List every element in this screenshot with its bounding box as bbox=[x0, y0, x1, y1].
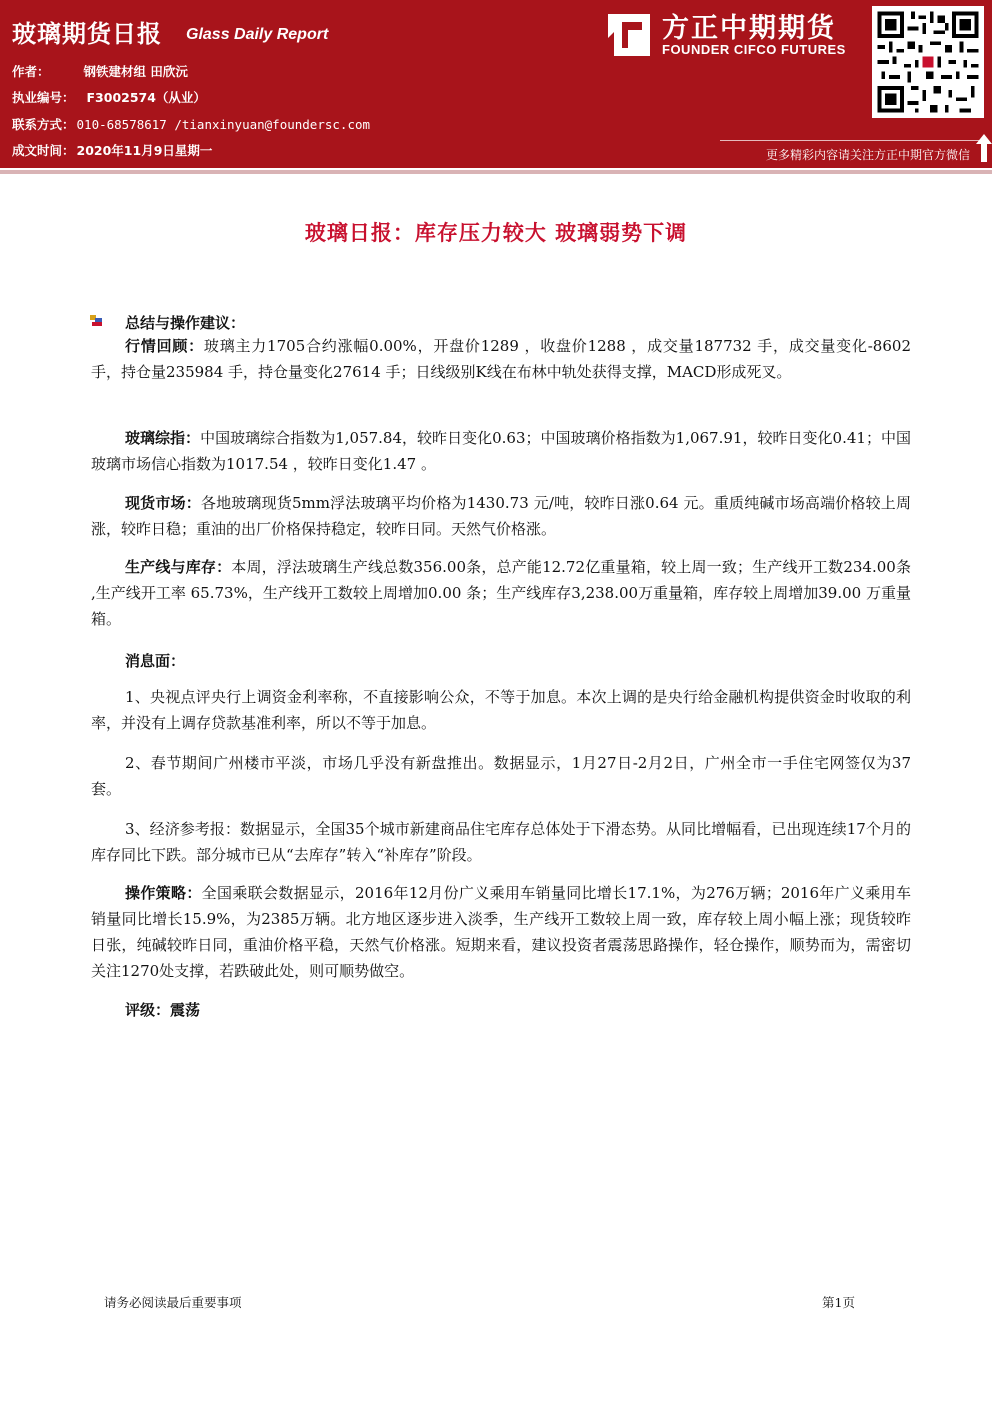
brand-name-en: FOUNDER CIFCO FUTURES bbox=[662, 42, 846, 57]
news-item-3: 3、经济参考报：数据显示，全国35个城市新建商品住宅库存总体处于下滑态势。从同比增幅看，已出现连续17个月的库存同比下跌。部分城市已从“去库存”转入“补库存”阶段。 bbox=[91, 820, 911, 864]
strategy-paragraph bbox=[91, 880, 911, 984]
contact-value[interactable]: 010-68578617 /tianxinyuan@foundersc.com bbox=[76, 117, 371, 132]
up-arrow-icon bbox=[976, 134, 992, 162]
spot-market-paragraph bbox=[91, 490, 911, 542]
report-title: 玻璃期货日报 bbox=[12, 20, 162, 48]
strategy-text: 全国乘联会数据显示，2016年12月份广义乘用车销量同比增长17.1%，为276万辆；2016年广义乘用车销量同比增长15.9%，为2385万辆。北方地区逐步进入淡季，生产线开工数较上周一致，库存较上周小幅上涨；现货较昨日张，纯碱较昨日同，重油价格平稳，天然气价格涨。短期来看，建议投资者震荡思路操作，轻仓操作，顺势而为，需密切关注1270处支撑，若跌破此处，则可顺势做空。 bbox=[91, 884, 911, 980]
rating-text: 评级：震荡 bbox=[125, 1001, 201, 1019]
license-value: F3002574（从业） bbox=[86, 90, 206, 105]
glass-index-paragraph bbox=[91, 425, 911, 477]
market-review-text: 玻璃主力1705合约涨幅0.00%，开盘价1289 ，收盘价1288 ，成交量187732 手，成交量变化-8602 手，持仓量235984 手，持仓量变化27614 手；日线级别K线在布林中轨处获得支撑，MACD形成死叉。 bbox=[91, 337, 911, 381]
production-inventory-paragraph bbox=[91, 554, 911, 632]
date-row bbox=[12, 141, 212, 159]
market-review-lead: 行情回顾： bbox=[125, 337, 204, 355]
strategy-lead: 操作策略： bbox=[125, 884, 202, 902]
document-title: 玻璃日报：库存压力较大 玻璃弱势下调 bbox=[304, 221, 688, 245]
contact-label: 联系方式： bbox=[12, 117, 75, 132]
page-number: 第1页 bbox=[822, 1295, 855, 1310]
production-inventory-lead: 生产线与库存： bbox=[125, 558, 232, 576]
production-inventory-text: 本周，浮法玻璃生产线总数356.00条，总产能12.72亿重量箱，较上周一致；生产线开工数234.00条 ,生产线开工率 65.73%，生产线开工数较上周增加0.00 条；生产线库存3,238.00万重量箱，库存较上周增加39.00 万重量箱。 bbox=[91, 558, 911, 628]
follow-notice: 更多精彩内容请关注方正中期官方微信 bbox=[765, 148, 970, 162]
author-row bbox=[12, 62, 188, 80]
glass-index-lead: 玻璃综指： bbox=[125, 429, 201, 447]
report-header bbox=[0, 0, 992, 168]
license-row bbox=[12, 88, 206, 106]
market-review-paragraph bbox=[91, 333, 911, 385]
rating-paragraph bbox=[91, 997, 911, 1023]
contact-row bbox=[12, 115, 370, 133]
author-value: 钢铁建材组 田欣沅 bbox=[83, 64, 188, 79]
author-label: 作者： bbox=[12, 64, 50, 79]
spot-market-lead: 现货市场： bbox=[125, 494, 201, 512]
brand-name-cn: 方正中期期货 bbox=[662, 13, 836, 44]
summary-bullet-icon bbox=[90, 315, 104, 327]
summary-heading: 总结与操作建议： bbox=[125, 314, 246, 332]
date-label: 成文时间： bbox=[12, 143, 75, 158]
footer-disclaimer-note: 请务必阅读最后重要事项 bbox=[104, 1295, 242, 1310]
founder-logo-icon bbox=[604, 10, 654, 60]
news-heading-text: 消息面： bbox=[125, 652, 186, 670]
report-subtitle: Glass Daily Report bbox=[186, 26, 329, 43]
news-item-2: 2、春节期间广州楼市平淡，市场几乎没有新盘推出。数据显示，1月27日-2月2日，广州全市一手住宅网签仅为37套。 bbox=[91, 754, 911, 798]
news-heading bbox=[91, 648, 911, 674]
qr-code-icon[interactable] bbox=[872, 6, 984, 118]
spot-market-text: 各地玻璃现货5mm浮法玻璃平均价格为1430.73 元/吨，较昨日涨0.64 元。重质纯碱市场高端价格较上周涨，较昨日稳；重油的出厂价格保持稳定，较昨日同。天然气价格涨。 bbox=[91, 494, 911, 538]
glass-index-text: 中国玻璃综合指数为1,057.84，较昨日变化0.63；中国玻璃价格指数为1,067.91，较昨日变化0.41；中国玻璃市场信心指数为1017.54 ，较昨日变化1.47 。 bbox=[91, 429, 911, 473]
date-value: 2020年11月9日星期一 bbox=[76, 143, 213, 158]
header-bottom-line bbox=[0, 170, 992, 174]
news-item-1: 1、央视点评央行上调资金利率称，不直接影响公众，不等于加息。本次上调的是央行给金融机构提供资金时收取的利率，并没有上调存贷款基准利率，所以不等于加息。 bbox=[91, 688, 911, 732]
header-divider bbox=[720, 140, 982, 141]
license-label: 执业编号： bbox=[12, 90, 75, 105]
